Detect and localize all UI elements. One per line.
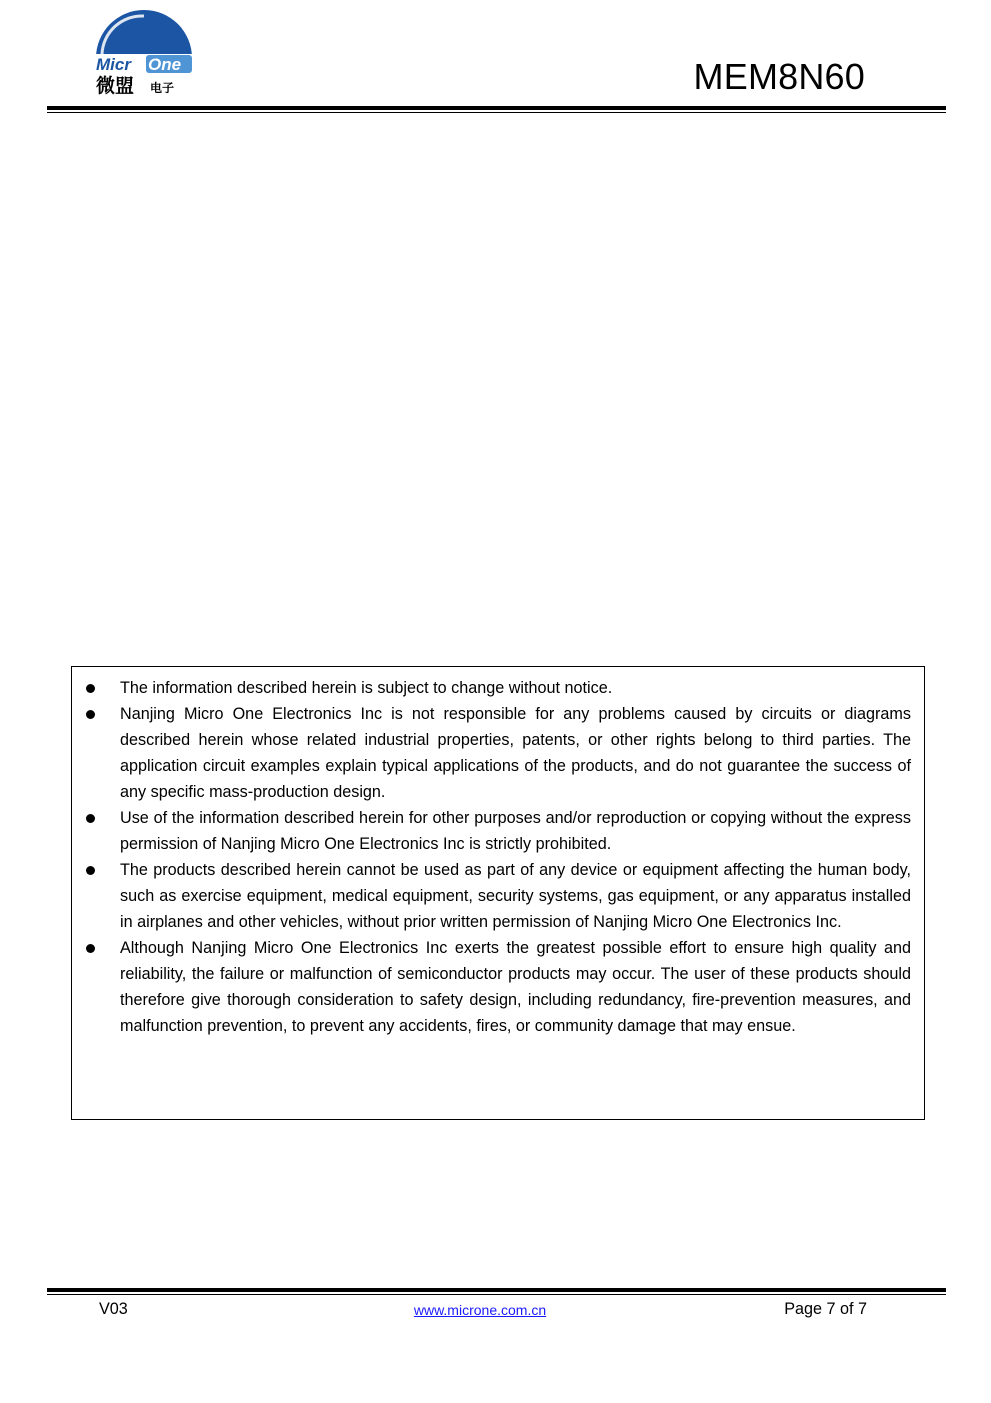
logo-dome-shape: [96, 10, 192, 58]
header-divider: [47, 106, 946, 113]
footer-divider: [47, 1288, 946, 1295]
disclaimer-item: [72, 675, 924, 701]
part-number-title: MEM8N60: [693, 56, 865, 97]
footer-divider-thin: [47, 1294, 946, 1295]
disclaimer-text: The products described herein cannot be used as part of any device or equipment affecting the human body, such as exercise equipment, medical equipment, security systems, gas equipment, or any apparatus installed in airplanes and other vehicles, without prior written permission of Nanjing Micro One Electronics Inc.: [120, 861, 911, 931]
bullet-icon: [86, 710, 95, 719]
disclaimer-list: [72, 675, 924, 1039]
footer-divider-thick: [47, 1288, 946, 1292]
bullet-icon: [86, 684, 95, 693]
bullet-icon: [86, 944, 95, 953]
disclaimer-item: [72, 805, 924, 857]
disclaimer-box: [71, 666, 925, 1120]
disclaimer-item: [72, 935, 924, 1039]
header-divider-thin: [47, 112, 946, 113]
disclaimer-text: Although Nanjing Micro One Electronics Inc exerts the greatest possible effort to ensure high quality and reliability, the failure or malfunction of semiconductor products may occur. The user of these products should therefore give thorough consideration to safety design, including redundancy, fire-prevention measures, and malfunction prevention, to prevent any accidents, fires, or community damage that may ensue.: [120, 939, 911, 1035]
bullet-icon: [86, 866, 95, 875]
disclaimer-text: Use of the information described herein for other purposes and/or reproduction or copying without the express permission of Nanjing Micro One Electronics Inc is strictly prohibited.: [120, 809, 911, 853]
footer-version: V03: [99, 1300, 128, 1318]
website-link[interactable]: www.microne.com.cn: [413, 1302, 547, 1318]
company-logo: [92, 6, 196, 98]
logo-wordmark-right: One: [148, 55, 182, 74]
logo-wordmark-left: Micr: [96, 55, 131, 74]
microne-logo-graphic: [92, 6, 196, 98]
disclaimer-text: Nanjing Micro One Electronics Inc is not responsible for any problems caused by circuits or diagrams described herein whose related industrial properties, patents, or other rights belong to third parties. The application circuit examples explain typical applications of the products, and do not guarantee the success of any specific mass-production design.: [120, 705, 911, 801]
disclaimer-item: [72, 857, 924, 935]
logo-chinese-main: 微盟: [96, 75, 135, 97]
disclaimer-item: [72, 701, 924, 805]
logo-chinese-sub: 电子: [150, 81, 175, 95]
header-divider-thick: [47, 106, 946, 110]
page-number: Page 7 of 7: [784, 1300, 867, 1318]
disclaimer-text: The information described herein is subject to change without notice.: [120, 679, 613, 697]
bullet-icon: [86, 814, 95, 823]
